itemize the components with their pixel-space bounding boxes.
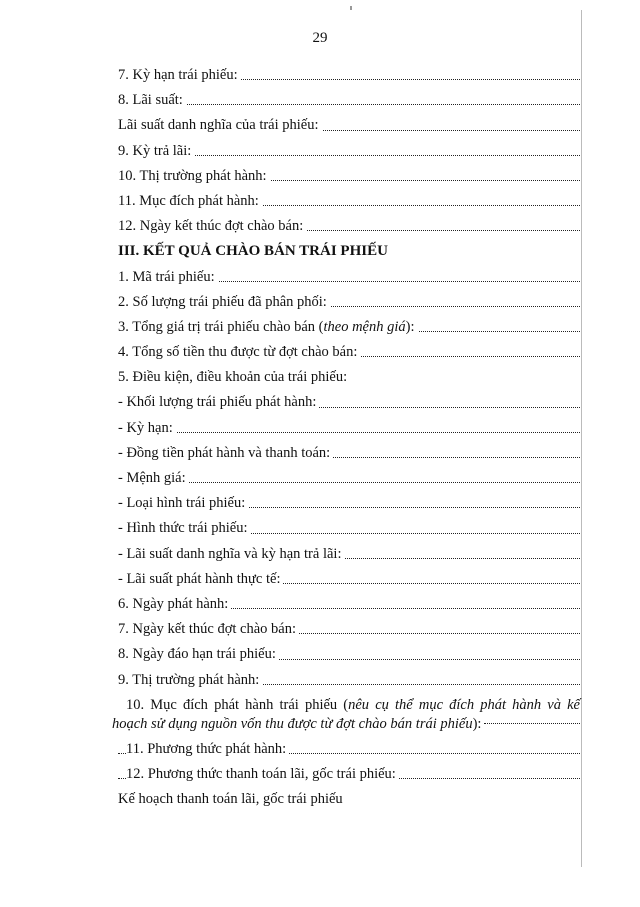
field-offering-end-date: 12. Ngày kết thúc đợt chào bán: — [118, 214, 580, 239]
field-issue-date: 6. Ngày phát hành: — [118, 592, 580, 617]
field-maturity-date: 8. Ngày đáo hạn trái phiếu: — [118, 642, 580, 667]
field-interest-rate: 8. Lãi suất: — [118, 88, 580, 113]
field-bond-type: - Loại hình trái phiếu: — [118, 491, 580, 516]
field-terms-heading: 5. Điều kiện, điều khoản của trái phiếu: — [118, 369, 348, 386]
field-nominal-rate: Lãi suất danh nghĩa của trái phiếu: — [118, 113, 580, 138]
field-interest-period: 9. Kỳ trả lãi: — [118, 139, 580, 164]
field-actual-rate: - Lãi suất phát hành thực tế: — [118, 567, 580, 592]
field-market: 9. Thị trường phát hành: — [118, 668, 580, 693]
field-par-value: - Mệnh giá: — [118, 466, 580, 491]
payment-plan-heading: Kế hoạch thanh toán lãi, gốc trái phiếu — [118, 791, 343, 808]
field-bond-form: - Hình thức trái phiếu: — [118, 516, 580, 541]
field-currency: - Đồng tiền phát hành và thanh toán: — [118, 441, 580, 466]
field-end-date: 7. Ngày kết thúc đợt chào bán: — [118, 617, 580, 642]
field-bond-term: 7. Kỳ hạn trái phiếu: — [118, 63, 580, 88]
field-payment-method: 12. Phương thức thanh toán lãi, gốc trái phiếu: — [118, 762, 580, 787]
field-term: - Kỳ hạn: — [118, 416, 580, 441]
field-total-value: 3. Tổng giá trị trái phiếu chào bán (theo mệnh giá): — [118, 315, 580, 340]
scan-margin-line — [581, 10, 582, 867]
field-total-proceeds: 4. Tổng số tiền thu được từ đợt chào bán: — [118, 340, 580, 365]
field-issue-method: 11. Phương thức phát hành: — [118, 737, 580, 762]
field-issue-market: 10. Thị trường phát hành: — [118, 164, 580, 189]
section-heading: III. KẾT QUẢ CHÀO BÁN TRÁI PHIẾU — [118, 243, 388, 260]
field-issue-volume: - Khối lượng trái phiếu phát hành: — [118, 390, 580, 415]
field-bonds-distributed: 2. Số lượng trái phiếu đã phân phối: — [118, 290, 580, 315]
field-bond-code: 1. Mã trái phiếu: — [118, 265, 580, 290]
field-issue-purpose: 11. Mục đích phát hành: — [118, 189, 580, 214]
field-rate-and-period: - Lãi suất danh nghĩa và kỳ hạn trả lãi: — [118, 542, 580, 567]
scan-mark — [350, 6, 352, 10]
form-content — [112, 63, 580, 812]
field-purpose-detail: 10. Mục đích phát hành trái phiếu (nêu cụ thể mục đích phát hành và kế hoạch sử dụng nguồn vốn thu được từ đợt chào bán trái phiếu ): — [112, 696, 580, 732]
page-number: 29 — [312, 30, 328, 46]
